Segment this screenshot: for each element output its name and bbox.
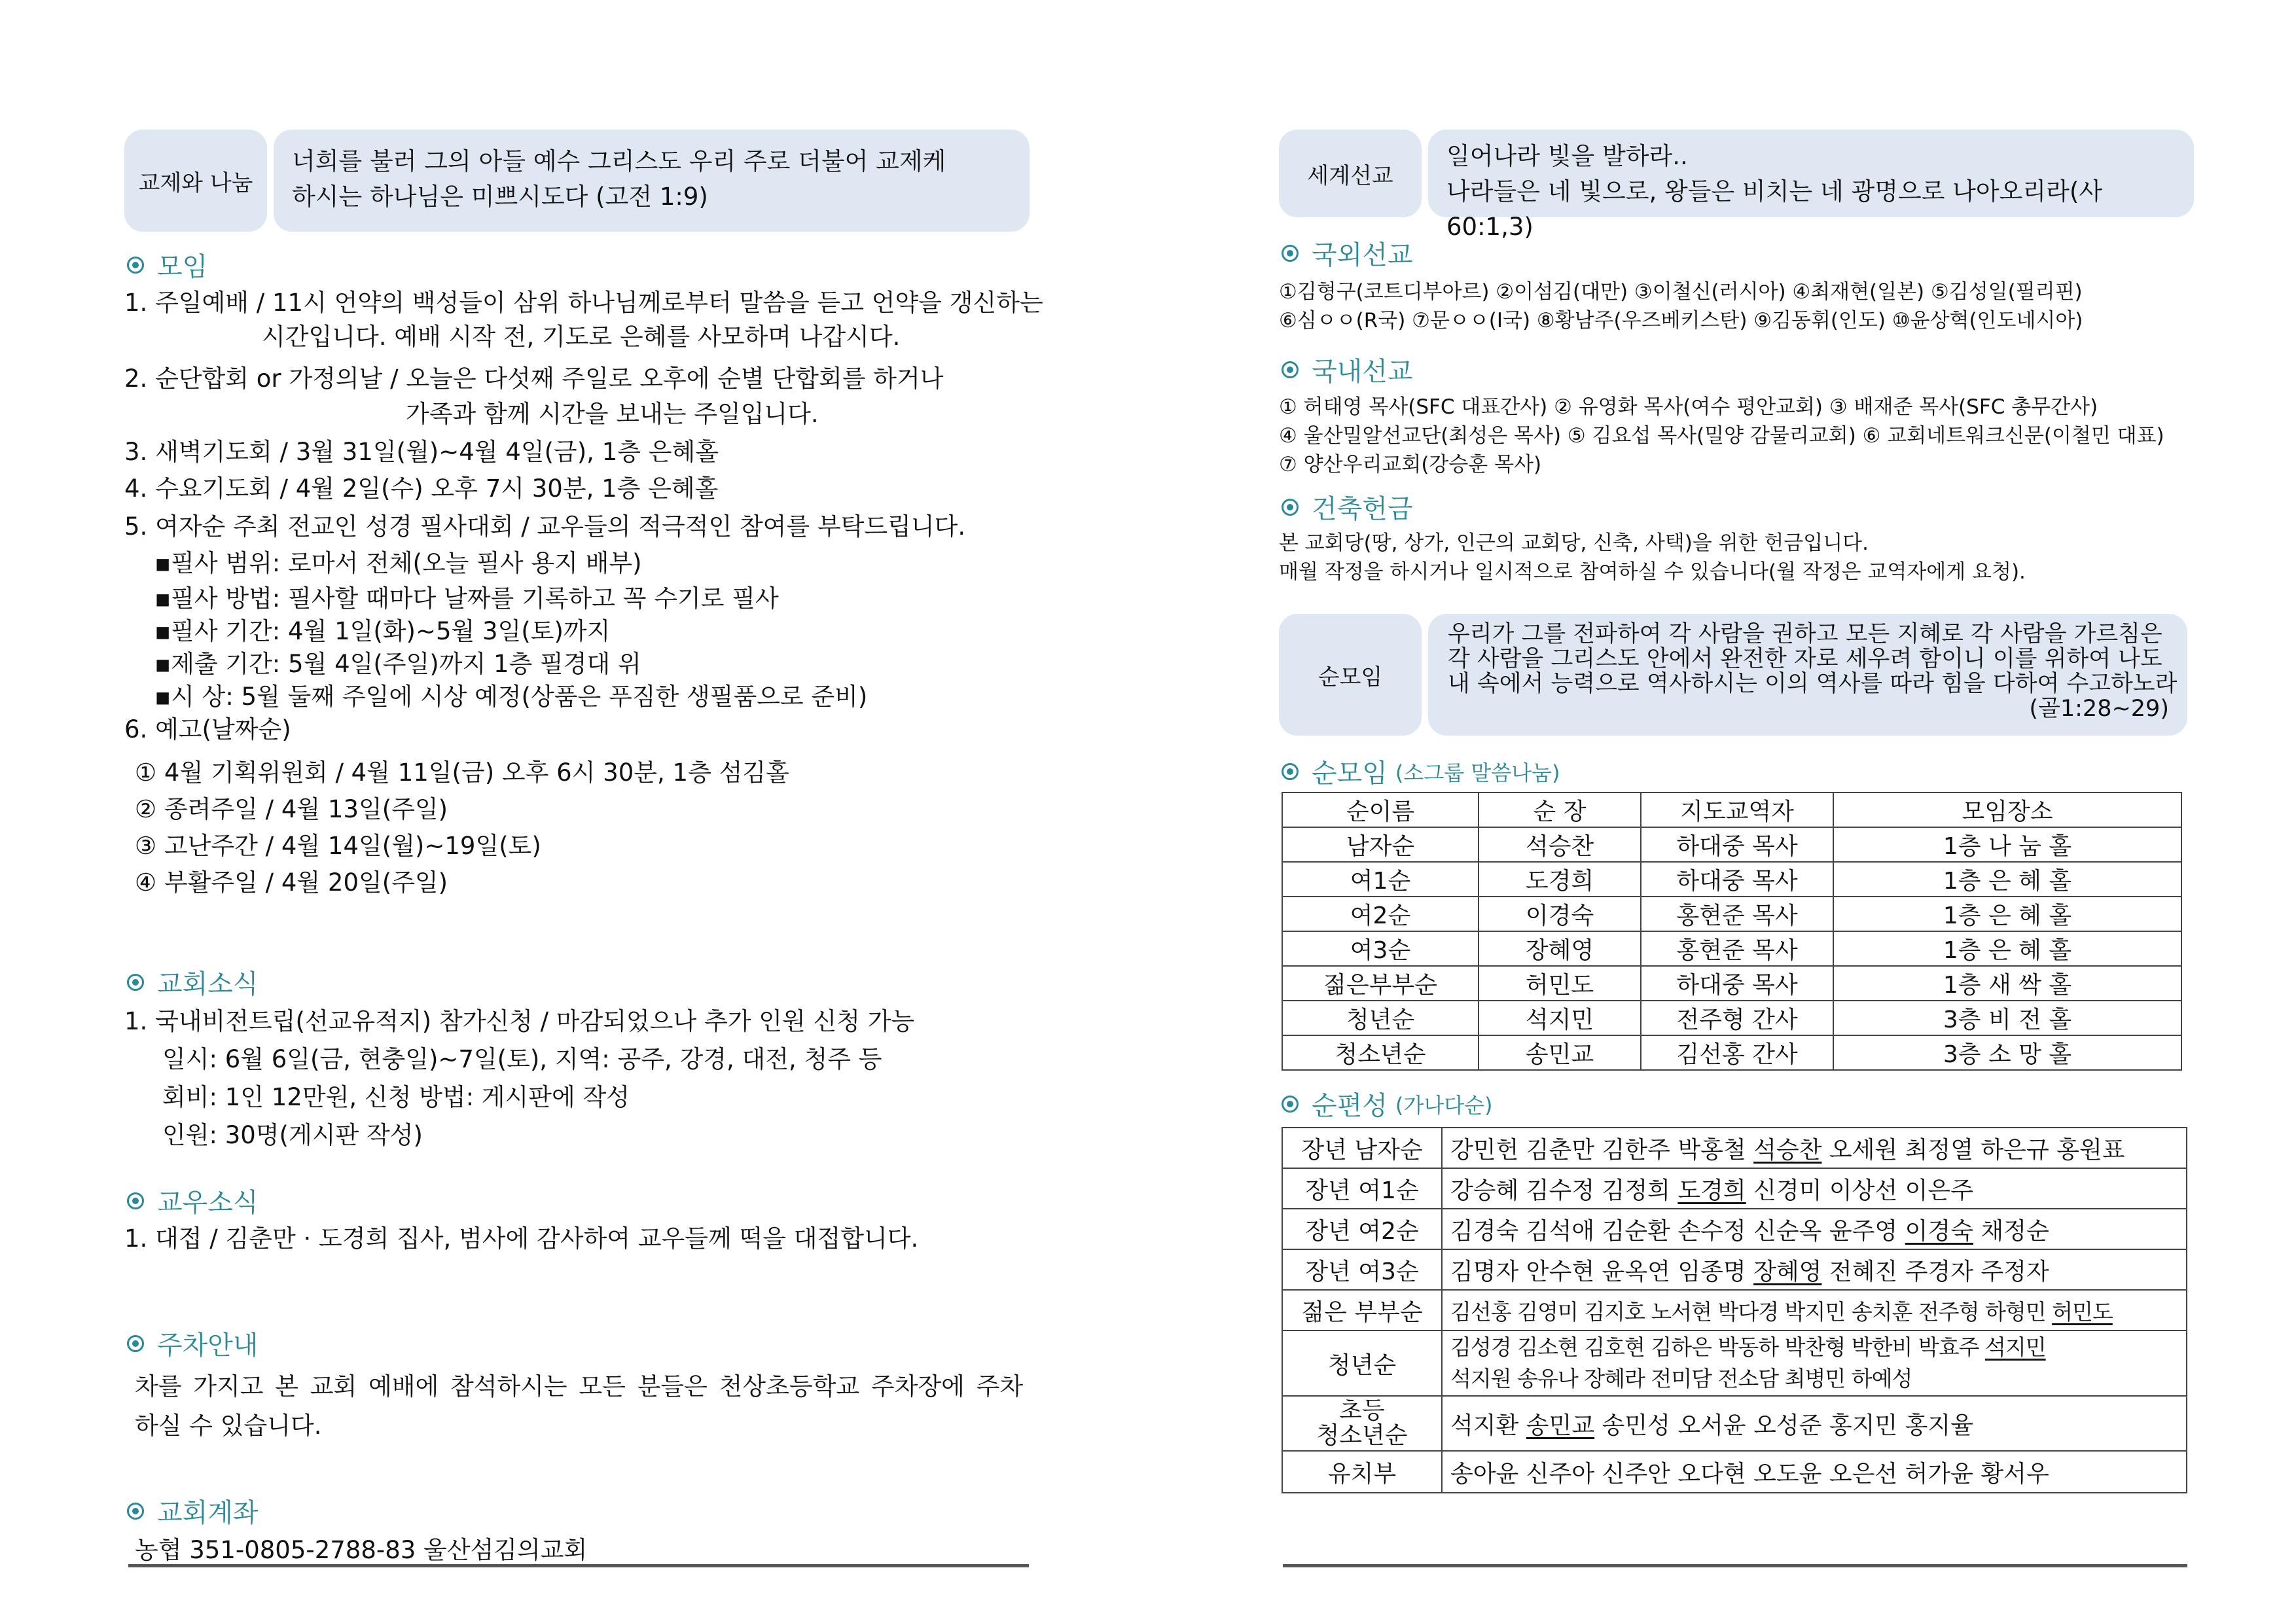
group-roster-table <box>1282 1127 2187 1493</box>
verse-line: 우리가 그를 전파하여 각 사람을 권하고 모든 지혜로 각 사람을 가르침은 <box>1448 621 2162 647</box>
table-header: 순 장 <box>1479 793 1641 827</box>
banner-label-text: 교제와 나눔 <box>138 169 253 196</box>
roster-label: 장년 여2순 <box>1282 1209 1442 1249</box>
table-cell: 1층 새 싹 홀 <box>1833 966 2181 1001</box>
roster-members <box>1442 1249 2187 1290</box>
section-subtitle: (소그룹 말씀나눔) <box>1395 760 1560 785</box>
section-title: 모임 <box>157 252 208 282</box>
section-title: 건축헌금 <box>1312 494 1413 524</box>
notice-line: 회비: 1인 12만원, 신청 방법: 게시판에 작성 <box>162 1083 630 1111</box>
table-row <box>1282 1249 2187 1290</box>
member-names: 송민성 오서윤 오성준 홍지민 홍지율 <box>1594 1412 1973 1439</box>
bullet-icon <box>127 1503 144 1520</box>
missionary-line: ⑦ 양산우리교회(강승훈 목사) <box>1279 453 1542 476</box>
table-row <box>1282 827 2181 862</box>
table-row <box>1282 1451 2187 1493</box>
small-group-table <box>1282 792 2182 1071</box>
roster-label: 청년순 <box>1282 1330 1442 1396</box>
table-row <box>1282 966 2181 1001</box>
missionary-line: ④ 울산밀알선교단(최성은 목사) ⑤ 김요섭 목사(밀양 감물리교회) ⑥ 교회네트워크신문(이철민 대표) <box>1279 424 2164 448</box>
table-row <box>1282 1330 2187 1396</box>
roster-members <box>1442 1330 2187 1396</box>
section-header-building-fund <box>1282 488 1413 526</box>
member-names: 전혜진 주경자 주정자 <box>1821 1258 2049 1285</box>
leader-name: 석승찬 <box>1753 1136 1822 1164</box>
bullet-icon <box>1282 245 1299 262</box>
table-cell: 1층 은 혜 홀 <box>1833 862 2181 897</box>
notice-line: 가족과 함께 시간을 보내는 주일입니다. <box>406 400 819 428</box>
table-row <box>1282 897 2181 931</box>
section-header-small-groups <box>1282 753 1560 790</box>
section-subtitle: (가나다순) <box>1395 1092 1493 1118</box>
notice-line: 6. 예고(날짜순) <box>124 715 291 743</box>
roster-members <box>1442 1451 2187 1493</box>
table-row <box>1282 1396 2187 1451</box>
table-cell: 석지민 <box>1479 1001 1641 1035</box>
table-cell: 이경숙 <box>1479 897 1641 931</box>
roster-label: 젊은 부부순 <box>1282 1290 1442 1330</box>
leader-name: 허민도 <box>2052 1298 2113 1325</box>
notice-line: 1. 주일예배 / 11시 언약의 백성들이 삼위 하나님께로부터 말씀을 듣고 언약을 갱신하는 <box>124 289 1043 317</box>
roster-label <box>1282 1396 1442 1451</box>
member-names: 채정순 <box>1973 1217 2049 1245</box>
section-header-domestic-mission <box>1282 351 1413 388</box>
missionary-line: ①김형구(코트디부아르) ②이섬김(대만) ③이철신(러시아) ④최재현(일본) ⑤김성일(필리핀) <box>1279 280 2083 304</box>
missionary-line: ① 허태영 목사(SFC 대표간사) ② 유영화 목사(여수 평안교회) ③ 배재준 목사(SFC 총무간사) <box>1279 395 2098 419</box>
section-title: 국내선교 <box>1312 357 1413 387</box>
table-cell: 젊은부부순 <box>1282 966 1479 1001</box>
bullet-icon <box>127 257 144 274</box>
roster-label-line: 청소년순 <box>1316 1422 1408 1449</box>
leader-name: 송민교 <box>1526 1412 1595 1439</box>
table-cell: 하대중 목사 <box>1641 966 1833 1001</box>
banner-verse-small-group <box>1428 614 2187 736</box>
member-names: 석지환 <box>1450 1412 1526 1439</box>
table-row <box>1282 1290 2187 1330</box>
table-cell: 김선홍 간사 <box>1641 1035 1833 1070</box>
banner-label-text: 순모임 <box>1318 664 1383 690</box>
roster-label-line: 초등 <box>1339 1397 1385 1424</box>
member-names: 강민헌 김춘만 김한주 박홍철 <box>1450 1136 1754 1164</box>
bullet-icon <box>1282 763 1299 780</box>
table-cell: 1층 은 혜 홀 <box>1833 931 2181 966</box>
verse-line: 너희를 불러 그의 아들 예수 그리스도 우리 주로 더불어 교제케 <box>292 147 946 175</box>
table-row <box>1282 1209 2187 1249</box>
roster-members <box>1442 1290 2187 1330</box>
table-cell: 청년순 <box>1282 1001 1479 1035</box>
table-cell: 3층 비 전 홀 <box>1833 1001 2181 1035</box>
notice-line: 1. 대접 / 김춘만 · 도경희 집사, 범사에 감사하여 교우들께 떡을 대접합니다. <box>124 1224 919 1253</box>
table-row <box>1282 862 2181 897</box>
leader-name: 석지민 <box>1985 1334 2046 1360</box>
bullet-icon <box>1282 1096 1299 1113</box>
notice-line: ▪필사 기간: 4월 1일(화)~5월 3일(토)까지 <box>154 617 611 645</box>
roster-label: 장년 남자순 <box>1282 1128 1442 1168</box>
table-row <box>1282 1035 2181 1070</box>
footer-rule <box>128 1564 1029 1567</box>
notice-line: 시간입니다. 예배 시작 전, 기도로 은혜를 사모하며 나갑시다. <box>262 323 901 351</box>
section-header-overseas-mission <box>1282 234 1413 272</box>
table-cell: 허민도 <box>1479 966 1641 1001</box>
roster-label: 장년 여1순 <box>1282 1168 1442 1209</box>
table-cell: 전주형 간사 <box>1641 1001 1833 1035</box>
section-header-parking <box>127 1325 259 1362</box>
member-names: 송아윤 신주아 신주안 오다현 오도윤 오은선 허가윤 황서우 <box>1450 1460 2049 1488</box>
section-title: 순모임 <box>1312 758 1388 789</box>
member-names: 오세원 최정열 하은규 홍원표 <box>1821 1136 2125 1164</box>
table-header: 지도교역자 <box>1641 793 1833 827</box>
section-title: 주차안내 <box>157 1330 259 1361</box>
section-header-account <box>127 1492 259 1529</box>
table-cell: 1층 은 혜 홀 <box>1833 897 2181 931</box>
verse-line: 일어나라 빛을 발하라.. <box>1446 142 1688 170</box>
verse-line: 하시는 하나님은 미쁘시도다 (고전 1:9) <box>292 183 708 211</box>
notice-line: ▪시 상: 5월 둘째 주일에 시상 예정(상품은 푸짐한 생필품으로 준비) <box>154 683 868 711</box>
table-header-row <box>1282 793 2181 827</box>
member-names: 신경미 이상선 이은주 <box>1746 1177 1973 1204</box>
notice-line: 2. 순단합회 or 가정의날 / 오늘은 다섯째 주일로 오후에 순별 단합회를 하거나 <box>124 365 944 393</box>
roster-line <box>1450 1332 2178 1363</box>
banner-label-small-group <box>1279 614 1422 736</box>
fund-line: 매월 작정을 하시거나 일시적으로 참여하실 수 있습니다(월 작정은 교역자에게 요청). <box>1279 560 2026 584</box>
member-names: 김명자 안수현 윤옥연 임종명 <box>1450 1258 1754 1285</box>
notice-line: ④ 부활주일 / 4월 20일(주일) <box>135 868 448 897</box>
table-cell: 하대중 목사 <box>1641 862 1833 897</box>
notice-line: ▪제출 기간: 5월 4일(주일)까지 1층 필경대 위 <box>154 650 641 678</box>
table-cell: 남자순 <box>1282 827 1479 862</box>
member-names: 김선홍 김영미 김지호 노서현 박다경 박지민 송치훈 전주형 하형민 <box>1450 1298 2053 1325</box>
section-header-group-roster <box>1282 1085 1493 1122</box>
table-cell: 장혜영 <box>1479 931 1641 966</box>
account-line: 농협 351-0805-2788-83 울산섬김의교회 <box>135 1536 588 1564</box>
notice-line: 3. 새벽기도회 / 3월 31일(월)~4월 4일(금), 1층 은혜홀 <box>124 438 719 466</box>
notice-line: ② 종려주일 / 4월 13일(주일) <box>135 795 448 823</box>
table-cell: 홍현준 목사 <box>1641 931 1833 966</box>
table-cell: 청소년순 <box>1282 1035 1479 1070</box>
table-header: 순이름 <box>1282 793 1479 827</box>
verse-line: 각 사람을 그리스도 안에서 완전한 자로 세우려 함이니 이를 위하여 나도 <box>1448 646 2162 672</box>
section-title: 순편성 <box>1312 1091 1388 1121</box>
roster-members <box>1442 1168 2187 1209</box>
bullet-icon <box>127 1192 144 1209</box>
leader-name: 이경숙 <box>1905 1217 1973 1245</box>
leader-name: 도경희 <box>1677 1177 1746 1204</box>
section-title: 국외선교 <box>1312 240 1413 270</box>
banner-verse-fellowship <box>274 130 1030 232</box>
bullet-icon <box>127 1335 144 1352</box>
table-cell: 도경희 <box>1479 862 1641 897</box>
member-names: 김성경 김소현 김호현 김하은 박동하 박찬형 박한비 박효주 <box>1450 1334 1985 1360</box>
missionary-line: ⑥심ㅇㅇ(R국) ⑦문ㅇㅇ(I국) ⑧황남주(우즈베키스탄) ⑨김동휘(인도) ⑩윤상혁(인도네시아) <box>1279 309 2083 332</box>
notice-line: 차를 가지고 본 교회 예배에 참석하시는 모든 분들은 천상초등학교 주차장에 주차 <box>135 1372 1024 1400</box>
notice-line: 하실 수 있습니다. <box>135 1412 322 1440</box>
table-cell: 3층 소 망 홀 <box>1833 1035 2181 1070</box>
table-cell: 여1순 <box>1282 862 1479 897</box>
notice-line: 5. 여자순 주최 전교인 성경 필사대회 / 교우들의 적극적인 참여를 부탁드립니다. <box>124 512 966 541</box>
table-row <box>1282 1128 2187 1168</box>
verse-line: 나라들은 네 빛으로, 왕들은 비치는 네 광명으로 나아오리라(사60:1,3) <box>1446 177 2103 241</box>
roster-label: 유치부 <box>1282 1451 1442 1493</box>
notice-line: ① 4월 기획위원회 / 4월 11일(금) 오후 6시 30분, 1층 섬김홀 <box>135 758 789 787</box>
table-cell: 1층 나 눔 홀 <box>1833 827 2181 862</box>
leader-name: 장혜영 <box>1753 1258 1822 1285</box>
verse-line: (골1:28~29) <box>2029 696 2169 722</box>
table-cell: 홍현준 목사 <box>1641 897 1833 931</box>
notice-line: ▪필사 방법: 필사할 때마다 날짜를 기록하고 꼭 수기로 필사 <box>154 584 779 613</box>
bullet-icon <box>1282 499 1299 516</box>
table-row <box>1282 931 2181 966</box>
section-header-church-news <box>127 963 259 1001</box>
banner-verse-mission <box>1428 130 2194 241</box>
verse-line: 내 속에서 능력으로 역사하시는 이의 역사를 따라 힘을 다하여 수고하노라 <box>1448 671 2178 697</box>
notice-line: 인원: 30명(게시판 작성) <box>162 1121 423 1149</box>
section-header-member-news <box>127 1182 259 1219</box>
bullet-icon <box>127 974 144 991</box>
notice-line: 1. 국내비전트립(선교유적지) 참가신청 / 마감되었으나 추가 인원 신청 가능 <box>124 1007 915 1035</box>
notice-line: ③ 고난주간 / 4월 14일(월)~19일(토) <box>135 832 541 860</box>
member-names: 강승혜 김수정 김정희 <box>1450 1177 1678 1204</box>
bullet-icon <box>1282 361 1299 378</box>
roster-members <box>1442 1209 2187 1249</box>
table-row <box>1282 1001 2181 1035</box>
notice-line: ▪필사 범위: 로마서 전체(오늘 필사 용지 배부) <box>154 549 642 577</box>
table-cell: 송민교 <box>1479 1035 1641 1070</box>
table-cell: 여3순 <box>1282 931 1479 966</box>
fund-line: 본 교회당(땅, 상가, 인근의 교회당, 신축, 사택)을 위한 헌금입니다. <box>1279 531 1869 555</box>
roster-members <box>1442 1396 2187 1451</box>
roster-label: 장년 여3순 <box>1282 1249 1442 1290</box>
table-cell: 석승찬 <box>1479 827 1641 862</box>
banner-label-text: 세계선교 <box>1307 162 1393 189</box>
footer-rule <box>1283 1564 2187 1567</box>
table-row <box>1282 1168 2187 1209</box>
banner-label-mission <box>1279 130 1422 217</box>
banner-label-fellowship <box>124 130 267 232</box>
roster-members <box>1442 1128 2187 1168</box>
section-title: 교회계좌 <box>157 1498 259 1528</box>
member-names: 김경숙 김석애 김순환 손수정 신순옥 윤주영 <box>1450 1217 1905 1245</box>
notice-line: 4. 수요기도회 / 4월 2일(수) 오후 7시 30분, 1층 은혜홀 <box>124 474 719 503</box>
table-header: 모임장소 <box>1833 793 2181 827</box>
section-header-meeting <box>127 246 207 283</box>
roster-line: 석지원 송유나 장혜라 전미담 전소담 최병민 하예성 <box>1450 1366 1912 1391</box>
table-cell: 하대중 목사 <box>1641 827 1833 862</box>
table-cell: 여2순 <box>1282 897 1479 931</box>
section-title: 교회소식 <box>157 969 259 999</box>
notice-line: 일시: 6월 6일(금, 현충일)~7일(토), 지역: 공주, 강경, 대전, 청주 등 <box>162 1045 882 1073</box>
section-title: 교우소식 <box>157 1188 259 1218</box>
